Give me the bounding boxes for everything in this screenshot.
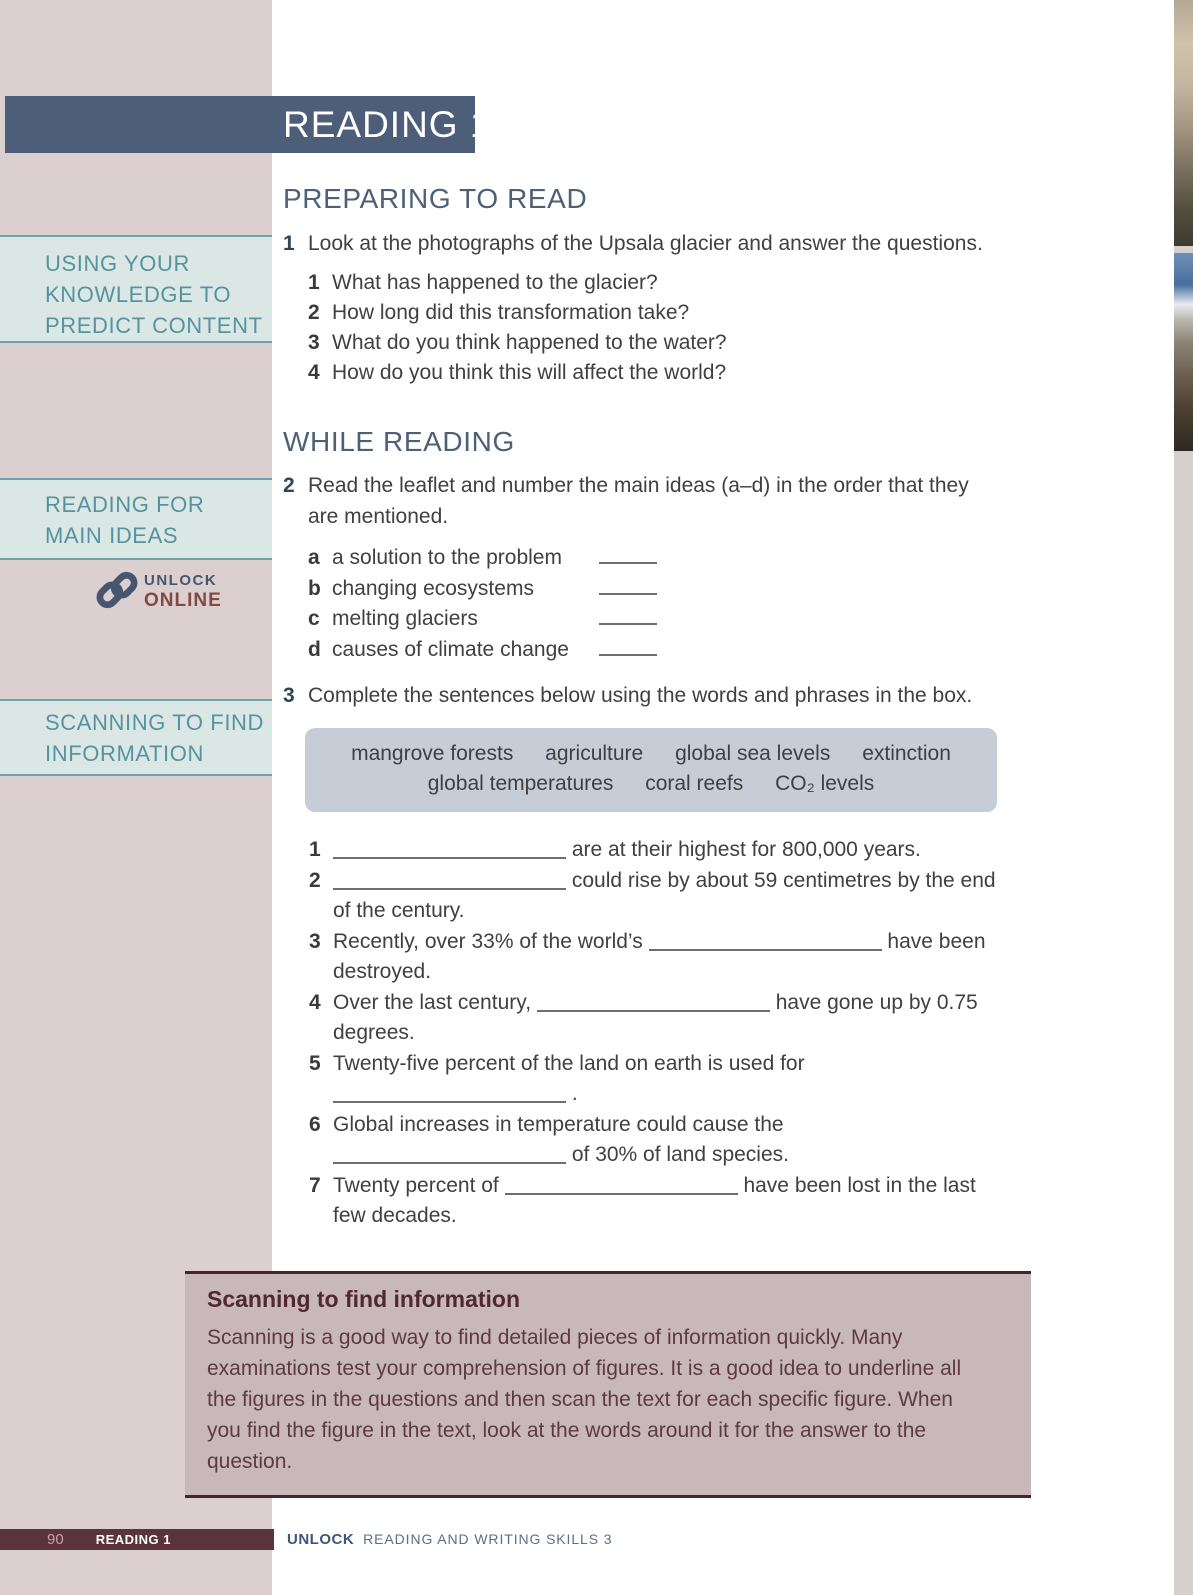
sidebar-skill-scanning [0, 699, 272, 776]
skills-box-scanning [185, 1271, 1031, 1498]
sentence-row [309, 1171, 998, 1232]
word-box-row [305, 769, 997, 799]
exercise-instruction: Look at the photographs of the Upsala glacier and answer the questions. [308, 232, 983, 255]
heading-preparing-to-read: PREPARING TO READ [283, 183, 588, 214]
sentence-row [309, 1110, 998, 1171]
question-number: 2 [308, 301, 320, 324]
page-number: 90 [47, 1531, 64, 1548]
exercise-instruction: Complete the sentences below using the words and phrases in the box. [308, 684, 973, 707]
answer-blank[interactable] [333, 841, 566, 859]
logo-unlock-label: UNLOCK [144, 572, 218, 589]
main-idea-row [308, 543, 998, 574]
exercise-number: 1 [283, 232, 295, 255]
unlock-online-logo-text [144, 572, 222, 612]
sentence-post: have gone up by 0.75 degrees. [333, 990, 978, 1044]
footer-brand-unlock: UNLOCK [287, 1531, 355, 1548]
sidebar-skill-line: USING YOUR [45, 251, 190, 276]
sentence-post: are at their highest for 800,000 years. [571, 838, 921, 861]
sidebar-skill-line: SCANNING TO FIND [45, 710, 265, 735]
sentence-number: 4 [309, 990, 321, 1014]
unlock-online-logo [96, 570, 222, 612]
exercise-number: 2 [283, 474, 295, 497]
sentence-number: 1 [309, 838, 321, 861]
question-row [308, 358, 998, 388]
footer-series-title: READING AND WRITING SKILLS 3 [363, 1531, 613, 1547]
question-number: 3 [308, 331, 320, 354]
sentence-row [309, 988, 998, 1049]
answer-blank[interactable] [599, 638, 657, 656]
exercise-body [308, 228, 998, 388]
question-number: 4 [308, 361, 320, 384]
item-letter: b [308, 576, 321, 600]
sentence-post: . [571, 1082, 578, 1105]
sidebar-skill-main-ideas [0, 478, 272, 560]
item-text: causes of climate change [332, 637, 569, 661]
sentence-number: 6 [309, 1112, 321, 1136]
word-box-phrase: global temperatures [427, 772, 614, 795]
question-list [308, 268, 998, 388]
word-box-phrase: agriculture [545, 742, 644, 765]
sidebar-skill-line: PREDICT CONTENT [45, 313, 263, 338]
sidebar-skill-predict-content [0, 235, 272, 343]
skills-box-heading: Scanning to find information [207, 1286, 521, 1312]
answer-blank[interactable] [599, 577, 657, 595]
exercise-3 [283, 680, 998, 711]
answer-blank[interactable] [333, 1146, 566, 1164]
question-row [308, 268, 998, 298]
sentence-post: of 30% of land species. [571, 1143, 789, 1166]
question-number: 1 [308, 271, 320, 294]
item-text: melting glaciers [332, 607, 478, 630]
item-letter: c [308, 607, 320, 630]
glacier-photo-sliver-top [1174, 0, 1193, 246]
sentence-text [333, 835, 997, 866]
word-box-phrase: mangrove forests [351, 742, 514, 765]
sidebar-skill-line: READING FOR [45, 492, 205, 517]
skills-box-body: Scanning is a good way to find detailed pieces of information quickly. Many examinations test your comprehension of figures. It is a good idea to underline all the figures in the questions and then scan the text for each specific figure. When you find the figure in the text, look at the words around it for the answer to the question. [207, 1326, 962, 1473]
question-text: How do you think this will affect the world? [332, 361, 727, 384]
exercise-body [308, 680, 998, 711]
sentence-post: have been destroyed. [333, 929, 986, 983]
sidebar-skill-line: KNOWLEDGE TO [45, 282, 232, 307]
sentence-number: 7 [309, 1173, 321, 1197]
answer-blank[interactable] [333, 872, 566, 890]
exercise-number: 3 [283, 684, 295, 707]
sentence-pre: Twenty percent of [333, 1173, 499, 1197]
sidebar-skill-line: MAIN IDEAS [45, 523, 179, 548]
sentence-text [333, 1171, 997, 1232]
answer-blank[interactable] [599, 607, 657, 625]
sentence-number: 2 [309, 868, 321, 892]
sentence-completion-list [283, 835, 998, 1232]
word-box [305, 728, 997, 812]
sentence-text [333, 1049, 997, 1110]
sentence-text [333, 927, 997, 988]
question-text: How long did this transformation take? [332, 301, 690, 324]
heading-while-reading: WHILE READING [283, 426, 515, 457]
glacier-photo-sliver-bottom [1174, 253, 1193, 451]
main-idea-row [308, 635, 998, 666]
sentence-pre: Global increases in temperature could cause the [333, 1112, 784, 1136]
sentence-number: 3 [309, 929, 321, 953]
question-text: What do you think happened to the water? [332, 331, 727, 354]
question-text: What has happened to the glacier? [332, 271, 658, 294]
sentence-pre: Over the last century, [333, 990, 532, 1014]
word-box-phrase: extinction [862, 742, 951, 765]
sentence-pre: Recently, over 33% of the world’s [333, 929, 643, 953]
exercise-instruction: Read the leaflet and number the main ideas (a–d) in the order that they are mentioned. [308, 474, 969, 528]
question-row [308, 328, 998, 358]
footer-section-label: READING 1 [95, 1532, 171, 1547]
sentence-pre: Twenty-five percent of the land on earth is used for [333, 1051, 805, 1075]
exercise-body [308, 470, 998, 665]
chain-link-icon [96, 570, 138, 610]
main-idea-row [308, 604, 998, 635]
sentence-row [309, 835, 998, 866]
sentence-row [309, 927, 998, 988]
footer-brand [287, 1531, 612, 1548]
sentence-row [309, 1049, 998, 1110]
sentence-text [333, 866, 997, 927]
question-row [308, 298, 998, 328]
logo-online-label: ONLINE [144, 590, 222, 611]
word-box-phrase: coral reefs [645, 772, 744, 795]
main-idea-list [308, 543, 998, 665]
item-text: a solution to the problem [332, 546, 562, 569]
sentence-number: 5 [309, 1051, 321, 1075]
word-box-row [305, 739, 997, 769]
sentence-post: could rise by about 59 centimetres by the end of the century. [333, 868, 996, 922]
sentence-text [333, 988, 997, 1049]
footer-page-bar [0, 1529, 274, 1550]
sidebar-skill-line: INFORMATION [45, 741, 204, 766]
sentence-text [333, 1110, 997, 1171]
answer-blank[interactable] [599, 546, 657, 564]
sentence-post: have been lost in the last few decades. [333, 1173, 976, 1227]
main-idea-row [308, 574, 998, 605]
item-text: changing ecosystems [332, 576, 534, 600]
item-letter: d [308, 637, 321, 661]
word-box-phrase: global sea levels [675, 742, 831, 765]
answer-blank[interactable] [649, 933, 882, 951]
answer-blank[interactable] [505, 1177, 738, 1195]
answer-blank[interactable] [537, 994, 770, 1012]
page-title: READING 1 [283, 103, 492, 145]
exercise-2 [283, 470, 998, 665]
sentence-row [309, 866, 998, 927]
answer-blank[interactable] [333, 1085, 566, 1103]
exercise-1 [283, 228, 998, 388]
word-box-phrase: CO₂ levels [775, 772, 875, 795]
item-letter: a [308, 546, 320, 569]
